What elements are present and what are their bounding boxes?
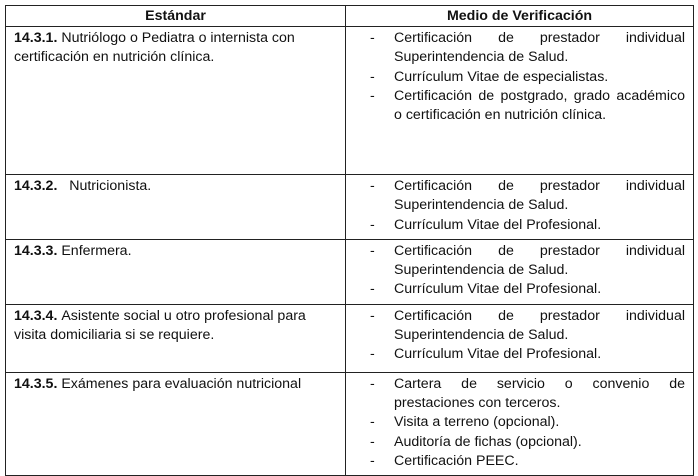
verification-list (370, 177, 685, 235)
standard-cell (6, 175, 346, 240)
verification-cell (346, 304, 694, 372)
verification-cell (346, 27, 694, 175)
verification-item-text: Visita a terreno (opcional). (394, 414, 560, 431)
verification-item (370, 307, 685, 346)
verification-item (370, 413, 685, 432)
verification-item (370, 29, 685, 68)
table-row (6, 304, 694, 372)
bullet-dash: - (370, 68, 375, 85)
verification-item (370, 216, 685, 235)
verification-item (370, 68, 685, 87)
standard-text: Enfermera. (61, 242, 132, 259)
standards-table (5, 5, 694, 476)
verification-item-text: Certificación de prestador individual Superintendencia de Salud. (394, 307, 685, 344)
standard-cell (6, 239, 346, 304)
verification-item-text: Certificación de postgrado, grado académico o certificación en nutrición clínica. (394, 87, 685, 124)
verification-item (370, 280, 685, 299)
verification-cell (346, 372, 694, 475)
table-body (6, 27, 694, 476)
verification-item-text: Currículum Vitae de especialistas. (394, 68, 609, 85)
verification-item-text: Certificación de prestador individual Superintendencia de Salud. (394, 30, 685, 66)
verification-cell (346, 175, 694, 240)
verification-cell (346, 239, 694, 304)
table-row (6, 27, 694, 175)
bullet-dash: - (370, 346, 375, 363)
standard-code: 14.3.4. (14, 307, 58, 324)
verification-item (370, 375, 685, 414)
verification-item (370, 87, 685, 126)
verification-item-text: Certificación de prestador individual Superintendencia de Salud. (394, 178, 685, 214)
header-estandar: Estándar (6, 6, 346, 27)
standard-text: Asistente social u otro profesional para visita domiciliaria si se requiere. (14, 307, 306, 344)
standard-text: Exámenes para evaluación nutricional (61, 375, 302, 392)
verification-list (370, 242, 685, 300)
bullet-dash: - (370, 375, 375, 392)
verification-item-text: Cartera de servicio o convenio de prestaciones con terceros. (394, 375, 685, 412)
table-row (6, 372, 694, 475)
bullet-dash: - (370, 433, 375, 450)
verification-item-text: Auditoría de fichas (opcional). (394, 433, 582, 450)
bullet-dash: - (370, 216, 375, 233)
table-row (6, 239, 694, 304)
verification-item-text: Certificación de prestador individual Superintendencia de Salud. (394, 242, 685, 279)
verification-list (370, 307, 685, 365)
verification-item (370, 177, 685, 216)
bullet-dash: - (370, 281, 375, 298)
verification-list (370, 375, 685, 471)
standard-cell (6, 27, 346, 175)
standard-cell (6, 304, 346, 372)
standard-code: 14.3.5. (14, 375, 58, 392)
verification-item (370, 242, 685, 281)
standard-cell (6, 372, 346, 475)
verification-item-text: Currículum Vitae del Profesional. (394, 346, 602, 363)
bullet-dash: - (370, 30, 375, 46)
bullet-dash: - (370, 178, 375, 194)
standard-code: 14.3.2. (14, 178, 58, 194)
verification-item (370, 345, 685, 364)
bullet-dash: - (370, 414, 375, 431)
table-row (6, 175, 694, 240)
header-medio-verificacion: Medio de Verificación (346, 6, 694, 27)
verification-item (370, 452, 685, 471)
verification-item-text: Certificación PEEC. (394, 452, 519, 469)
header-row (6, 6, 694, 27)
bullet-dash: - (370, 452, 375, 469)
standard-text: Nutriólogo o Pediatra o internista con certificación en nutrición clínica. (14, 30, 295, 66)
bullet-dash: - (370, 242, 375, 259)
verification-item-text: Currículum Vitae del Profesional. (394, 281, 602, 298)
bullet-dash: - (370, 307, 375, 324)
standard-text: Nutricionista. (69, 178, 152, 194)
standard-code: 14.3.3. (14, 242, 58, 259)
verification-item (370, 433, 685, 452)
verification-list (370, 29, 685, 125)
verification-item-text: Currículum Vitae del Profesional. (394, 216, 602, 233)
bullet-dash: - (370, 87, 375, 104)
standard-code: 14.3.1. (14, 30, 58, 46)
